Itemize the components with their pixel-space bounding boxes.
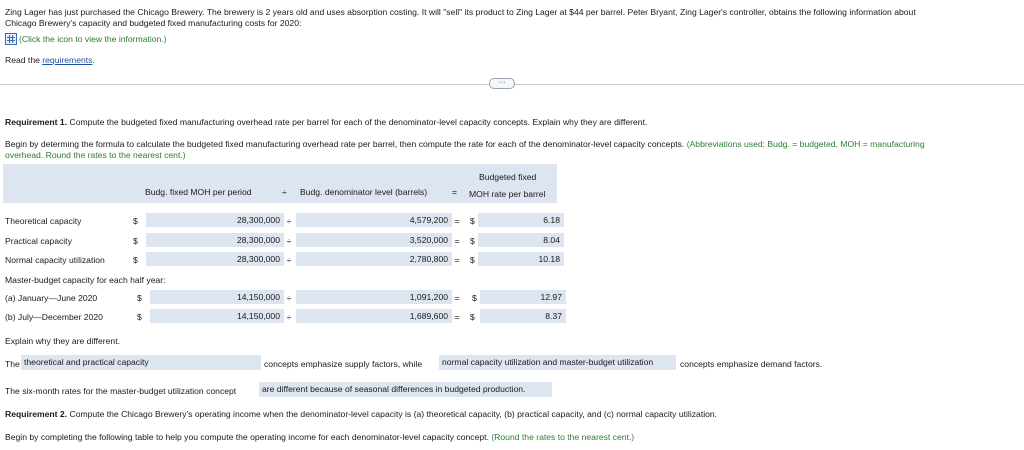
- rate-input[interactable]: 12.97: [480, 290, 566, 304]
- moh-input[interactable]: 28,300,000: [146, 252, 284, 266]
- data-table-icon[interactable]: [5, 33, 17, 45]
- col-header-rate-2: MOH rate per barrel: [469, 189, 546, 199]
- currency-sign: $: [133, 236, 138, 246]
- equals-sign: =: [454, 255, 460, 265]
- currency-sign: $: [470, 236, 475, 246]
- demand-concepts-dropdown[interactable]: normal capacity utilization and master-budget utilization: [439, 355, 676, 370]
- instructions-note-2: overhead. Round the rates to the nearest cent.): [5, 150, 186, 160]
- currency-sign: $: [137, 293, 142, 303]
- six-month-reason-dropdown[interactable]: are different because of seasonal differences in budgeted production.: [259, 382, 552, 397]
- row-label: (b) July—December 2020: [5, 312, 103, 322]
- denominator-input[interactable]: 2,780,800: [296, 252, 452, 266]
- requirement-2-instructions: [5, 432, 634, 442]
- requirement-1-instructions: [5, 139, 925, 149]
- expand-more-button[interactable]: ···: [489, 78, 515, 89]
- read-prefix: Read the: [5, 55, 43, 65]
- requirement-2-label: Requirement 2.: [5, 409, 68, 419]
- rate-input[interactable]: 6.18: [478, 213, 564, 227]
- requirement-2-text: Compute the Chicago Brewery's operating income when the denominator-level capacity is (a) theoretical capacity, (b) practical capacity, and (c) normal capacity utilization.: [67, 409, 718, 419]
- requirement-1-heading: [5, 117, 647, 127]
- equals-sign: =: [454, 236, 460, 246]
- intro-line-1: Zing Lager has just purchased the Chicago Brewery. The brewery is 2 years old and uses absorption costing. It will "sell" its product to Zing Lager at $44 per barrel. Peter Bryant, Zing Lager's controller, obtains the following information about: [5, 7, 916, 17]
- icon-hint: (Click the icon to view the information.): [19, 34, 167, 44]
- intro-line-2: Chicago Brewery's capacity and budgeted fixed manufacturing costs for 2020:: [5, 18, 302, 28]
- req2-instructions-text: Begin by completing the following table to help you compute the operating income for each denominator-level capacity concept.: [5, 432, 489, 442]
- col-header-moh: Budg. fixed MOH per period: [145, 187, 252, 197]
- currency-sign: $: [472, 293, 477, 303]
- explain-middle: concepts emphasize supply factors, while: [264, 359, 423, 369]
- row-label: Practical capacity: [5, 236, 72, 246]
- currency-sign: $: [133, 255, 138, 265]
- col-header-rate-1: Budgeted fixed: [479, 172, 537, 182]
- moh-input[interactable]: 14,150,000: [150, 309, 284, 323]
- rate-input[interactable]: 8.37: [480, 309, 566, 323]
- divide-sign: ÷: [286, 236, 292, 246]
- denominator-input[interactable]: 1,689,600: [296, 309, 452, 323]
- explain-the: The: [5, 359, 20, 369]
- rate-input[interactable]: 8.04: [478, 233, 564, 247]
- moh-input[interactable]: 28,300,000: [146, 233, 284, 247]
- requirements-link[interactable]: requirements: [42, 55, 93, 65]
- six-month-text: The six-month rates for the master-budget utilization concept: [5, 386, 237, 396]
- requirement-2-heading: [5, 409, 717, 419]
- instructions-text: Begin by determing the formula to calculate the budgeted fixed manufacturing overhead rate per barrel, then compute the rate for each of the denominator-level capacity concepts.: [5, 139, 685, 149]
- explain-heading: Explain why they are different.: [5, 336, 120, 346]
- denominator-input[interactable]: 3,520,000: [296, 233, 452, 247]
- col-header-op1: ÷: [282, 187, 287, 197]
- divide-sign: ÷: [286, 312, 292, 322]
- currency-sign: $: [470, 255, 475, 265]
- rate-input[interactable]: 10.18: [478, 252, 564, 266]
- currency-sign: $: [470, 312, 475, 322]
- equals-sign: =: [454, 216, 460, 226]
- denominator-input[interactable]: 4,579,200: [296, 213, 452, 227]
- moh-input[interactable]: 28,300,000: [146, 213, 284, 227]
- instructions-note: (Abbreviations used: Budg. = budgeted, MOH = manufacturing: [684, 139, 925, 149]
- col-header-op2: =: [452, 187, 458, 197]
- requirement-1-label: Requirement 1.: [5, 117, 68, 127]
- row-label: (a) January—June 2020: [5, 293, 98, 303]
- equals-sign: =: [454, 293, 460, 303]
- master-budget-label: Master-budget capacity for each half year:: [5, 275, 166, 285]
- read-suffix: .: [92, 55, 95, 65]
- req2-instructions-note: (Round the rates to the nearest cent.): [488, 432, 635, 442]
- denominator-input[interactable]: 1,091,200: [296, 290, 452, 304]
- explain-tail: concepts emphasize demand factors.: [680, 359, 823, 369]
- requirement-1-text: Compute the budgeted fixed manufacturing overhead rate per barrel for each of the denominator-level capacity concepts. Explain why they are different.: [67, 117, 648, 127]
- supply-concepts-dropdown[interactable]: theoretical and practical capacity: [21, 355, 261, 370]
- equals-sign: =: [454, 312, 460, 322]
- col-header-denominator: Budg. denominator level (barrels): [300, 187, 428, 197]
- divide-sign: ÷: [286, 293, 292, 303]
- currency-sign: $: [137, 312, 142, 322]
- divide-sign: ÷: [286, 255, 292, 265]
- currency-sign: $: [133, 216, 138, 226]
- read-requirements-line: [5, 55, 95, 65]
- row-label: Normal capacity utilization: [5, 255, 105, 265]
- divide-sign: ÷: [286, 216, 292, 226]
- moh-input[interactable]: 14,150,000: [150, 290, 284, 304]
- row-label: Theoretical capacity: [5, 216, 82, 226]
- currency-sign: $: [470, 216, 475, 226]
